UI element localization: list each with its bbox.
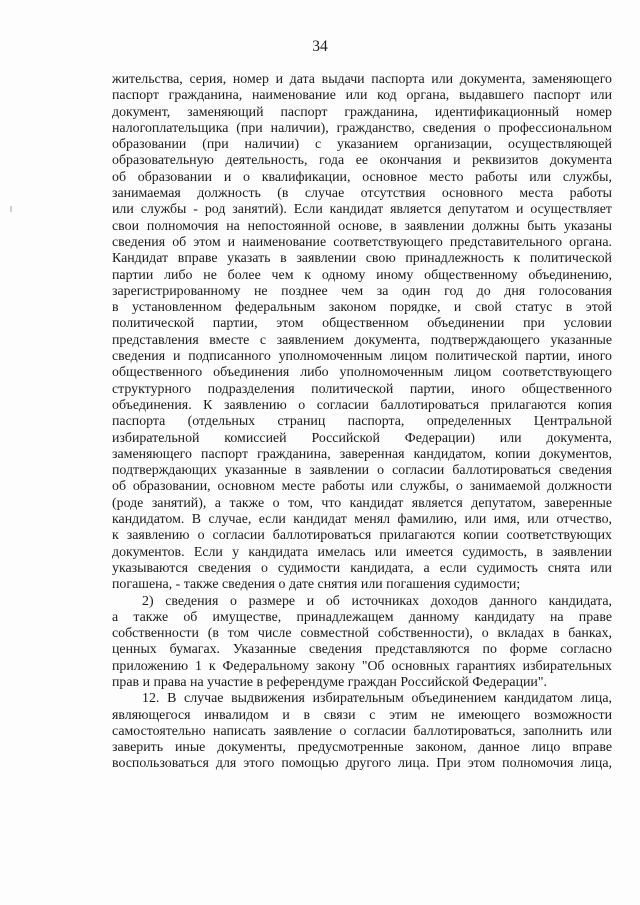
text-line: (роде занятий), а также о том, что кандидат является депутатом, заверенные — [112, 495, 612, 511]
text-line: заверить иные документы, предусмотренные законом, данное лицо вправе — [112, 740, 612, 756]
text-line: Кандидат вправе указать в заявлении свою принадлежность к политической — [112, 251, 612, 267]
paragraph-end-line: погашена, - также сведения о дате снятия или погашения судимости; — [112, 577, 521, 593]
text-line: образовании (при наличии) с указанием организации, осуществляющей — [112, 137, 612, 153]
text-line: к заявлению о согласии баллотироваться прилагаются копии соответствующих — [112, 528, 612, 544]
text-line: документ, заменяющий паспорт гражданина, идентификационный номер — [112, 104, 612, 120]
paragraph-start-line: 12. В случае выдвижения избирательным объединением кандидатом лица, — [142, 691, 612, 707]
paragraph-end-line: прав и права на участие в референдуме граждан Российской Федерации". — [112, 674, 548, 690]
text-line: политической партии, этом общественном объединении при условии — [112, 316, 612, 332]
text-line: подтверждающих указанные в заявлении о согласии баллотироваться сведения — [112, 463, 612, 479]
text-line: заменяющего паспорт гражданина, заверенная кандидатом, копии документов, — [112, 446, 612, 462]
paragraph-start-line: 2) сведения о размере и об источниках доходов данного кандидата, — [142, 593, 612, 609]
text-line: а также об имуществе, принадлежащем данному кандидату на праве — [112, 609, 612, 625]
text-line: являющегося инвалидом и в связи с этим не имеющего возможности — [112, 707, 612, 723]
scan-margin-mark — [10, 206, 12, 212]
text-line: самостоятельно написать заявление о согласии баллотироваться, заполнить или — [112, 723, 612, 739]
text-line: структурного подразделения политической партии, иного общественного — [112, 381, 612, 397]
text-line: свои полномочия на непостоянной основе, в заявлении должны быть указаны — [112, 218, 612, 234]
text-line: партии либо не более чем к одному иному общественному объединению, — [112, 267, 612, 283]
text-line: приложению 1 к Федеральному закону "Об основных гарантиях избирательных — [112, 658, 612, 674]
text-line: сведения об этом и наименование соответствующего представительного органа. — [112, 234, 612, 250]
text-line: указываются сведения о судимости кандидата, а если судимость снята или — [112, 560, 612, 576]
page-number: 34 — [312, 38, 328, 55]
text-line: воспользоваться для этого помощью другого лица. При этом полномочия лица, — [112, 756, 612, 772]
text-line: паспорт гражданина, наименование или код органа, выдавшего паспорт или — [112, 88, 612, 104]
text-line: паспорта (отдельных страниц паспорта, определенных Центральной — [112, 414, 612, 430]
text-line: в установленном федеральным законом порядке, и свой статус в этой — [112, 300, 612, 316]
text-line: сведения и подписанного уполномоченным лицом политической партии, иного — [112, 349, 612, 365]
text-line: об образовании и о квалификации, основное место работы или службы, — [112, 169, 612, 185]
text-line: об образовании, основном месте работы или службы, о занимаемой должности — [112, 479, 612, 495]
text-line: представления вместе с заявлением документа, подтверждающего указанные — [112, 332, 612, 348]
text-line: объединения. К заявлению о согласии баллотироваться прилагаются копия — [112, 397, 612, 413]
text-line: образовательную деятельность, года ее окончания и реквизитов документа — [112, 153, 612, 169]
body-text — [112, 72, 612, 773]
text-line: или службы - род занятий). Если кандидат является депутатом и осуществляет — [112, 202, 612, 218]
text-line: ценных бумагах. Указанные сведения представляются по форме согласно — [112, 642, 612, 658]
text-line: общественного объединения либо уполномоченным лицом соответствующего — [112, 365, 612, 381]
text-line: зарегистрированному не позднее чем за один год до дня голосования — [112, 283, 612, 299]
text-line: собственности (в том числе совместной собственности), о вкладах в банках, — [112, 626, 612, 642]
text-line: жительства, серия, номер и дата выдачи паспорта или документа, заменяющего — [112, 72, 612, 87]
text-line: занимаемая должность (в случае отсутствия основного места работы — [112, 186, 612, 202]
text-line: документов. Если у кандидата имелась или имеется судимость, в заявлении — [112, 544, 612, 560]
text-line: кандидатом. В случае, если кандидат менял фамилию, или имя, или отчество, — [112, 512, 612, 528]
text-line: налогоплательщика (при наличии), гражданство, сведения о профессиональном — [112, 120, 612, 136]
text-line: избирательной комиссией Российской Федерации) или документа, — [112, 430, 612, 446]
